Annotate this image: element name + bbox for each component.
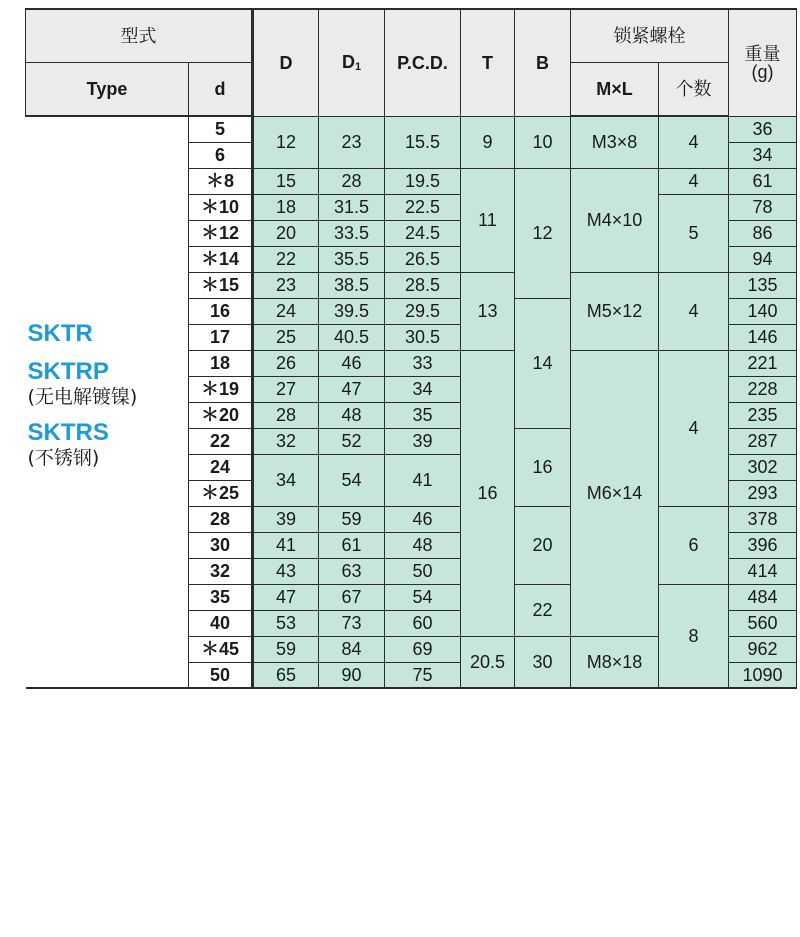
d-cell: ＊20 (189, 402, 253, 428)
d-cell: ＊25 (189, 480, 253, 506)
pcd-cell: 22.5 (385, 194, 461, 220)
pcd-header: P.C.D. (385, 9, 461, 116)
D-cell: 65 (253, 662, 319, 688)
count-cell: 4 (659, 350, 729, 506)
D1-cell: 31.5 (319, 194, 385, 220)
D1-cell: 63 (319, 558, 385, 584)
count-cell: 4 (659, 116, 729, 168)
pcd-cell: 19.5 (385, 168, 461, 194)
T-cell: 20.5 (461, 636, 515, 688)
d-cell: 24 (189, 454, 253, 480)
d-cell: 32 (189, 558, 253, 584)
D1-cell: 54 (319, 454, 385, 506)
B-cell: 30 (515, 636, 571, 688)
weight-cell: 146 (729, 324, 797, 350)
d-cell: 40 (189, 610, 253, 636)
B-cell: 22 (515, 584, 571, 636)
mxl-cell: M4×10 (571, 168, 659, 272)
type-cell (26, 116, 189, 688)
D1-cell: 33.5 (319, 220, 385, 246)
weight-cell: 235 (729, 402, 797, 428)
count-header: 个数 (659, 62, 729, 116)
D-cell: 15 (253, 168, 319, 194)
T-cell: 9 (461, 116, 515, 168)
D-cell: 20 (253, 220, 319, 246)
d-cell: 35 (189, 584, 253, 610)
weight-cell: 414 (729, 558, 797, 584)
weight-cell: 396 (729, 532, 797, 558)
D-cell: 59 (253, 636, 319, 662)
pcd-cell: 26.5 (385, 246, 461, 272)
count-cell: 8 (659, 584, 729, 688)
pcd-cell: 35 (385, 402, 461, 428)
spec-table (25, 8, 797, 689)
d-cell: ＊15 (189, 272, 253, 298)
weight-cell: 94 (729, 246, 797, 272)
pcd-cell: 41 (385, 454, 461, 506)
D1-cell: 59 (319, 506, 385, 532)
D-cell: 43 (253, 558, 319, 584)
T-cell: 16 (461, 350, 515, 636)
B-cell: 20 (515, 506, 571, 584)
weight-cell: 78 (729, 194, 797, 220)
D-cell: 34 (253, 454, 319, 506)
d-cell: 22 (189, 428, 253, 454)
weight-cell: 378 (729, 506, 797, 532)
d-cell: 18 (189, 350, 253, 376)
mxl-cell: M5×12 (571, 272, 659, 350)
D1-cell: 39.5 (319, 298, 385, 324)
pcd-cell: 54 (385, 584, 461, 610)
type-note: (无电解镀镍) (27, 386, 138, 408)
D1-cell: 73 (319, 610, 385, 636)
B-cell: 16 (515, 428, 571, 506)
weight-cell: 61 (729, 168, 797, 194)
d-cell: 6 (189, 142, 253, 168)
D1-cell: 48 (319, 402, 385, 428)
D1-cell: 28 (319, 168, 385, 194)
D-cell: 47 (253, 584, 319, 610)
mxl-cell: M6×14 (571, 350, 659, 636)
weight-cell: 302 (729, 454, 797, 480)
pcd-cell: 48 (385, 532, 461, 558)
weight-cell: 135 (729, 272, 797, 298)
B-header: B (515, 9, 571, 116)
d-cell: 5 (189, 116, 253, 142)
D-cell: 53 (253, 610, 319, 636)
D-cell: 22 (253, 246, 319, 272)
D1-cell: 38.5 (319, 272, 385, 298)
weight-cell: 560 (729, 610, 797, 636)
weight-cell: 1090 (729, 662, 797, 688)
D-cell: 12 (253, 116, 319, 168)
D-cell: 41 (253, 532, 319, 558)
type-group (28, 322, 189, 346)
type-name: SKTR (27, 320, 93, 347)
pcd-cell: 60 (385, 610, 461, 636)
d-cell: ＊8 (189, 168, 253, 194)
D-header: D (253, 9, 319, 116)
D-cell: 27 (253, 376, 319, 402)
pcd-cell: 34 (385, 376, 461, 402)
d-cell: 50 (189, 662, 253, 688)
weight-cell: 221 (729, 350, 797, 376)
D1-cell: 47 (319, 376, 385, 402)
pcd-cell: 39 (385, 428, 461, 454)
d-cell: 30 (189, 532, 253, 558)
D-cell: 28 (253, 402, 319, 428)
D-cell: 32 (253, 428, 319, 454)
weight-header: 重量 (g) (729, 9, 797, 116)
count-cell: 5 (659, 194, 729, 272)
D-cell: 24 (253, 298, 319, 324)
mxl-cell: M3×8 (571, 116, 659, 168)
type-group (28, 360, 189, 407)
d-cell: ＊19 (189, 376, 253, 402)
d-cell: 17 (189, 324, 253, 350)
pcd-cell: 33 (385, 350, 461, 376)
pcd-cell: 50 (385, 558, 461, 584)
D1-cell: 67 (319, 584, 385, 610)
pcd-cell: 69 (385, 636, 461, 662)
D-cell: 25 (253, 324, 319, 350)
pcd-cell: 29.5 (385, 298, 461, 324)
D-cell: 39 (253, 506, 319, 532)
pcd-cell: 46 (385, 506, 461, 532)
B-cell: 10 (515, 116, 571, 168)
weight-cell: 962 (729, 636, 797, 662)
d-cell: ＊14 (189, 246, 253, 272)
weight-cell: 228 (729, 376, 797, 402)
D1-cell: 46 (319, 350, 385, 376)
count-cell: 6 (659, 506, 729, 584)
D-cell: 26 (253, 350, 319, 376)
d-cell: ＊45 (189, 636, 253, 662)
weight-cell: 484 (729, 584, 797, 610)
D1-cell: 90 (319, 662, 385, 688)
mxl-header: M×L (571, 62, 659, 116)
D-cell: 18 (253, 194, 319, 220)
D1-header: D1 (319, 9, 385, 116)
table-row (26, 116, 797, 142)
D1-cell: 52 (319, 428, 385, 454)
weight-cell: 86 (729, 220, 797, 246)
type-group (28, 421, 189, 468)
mxl-cell: M8×18 (571, 636, 659, 688)
d-cell: 16 (189, 298, 253, 324)
screw-group-header: 锁紧螺栓 (571, 9, 729, 62)
weight-cell: 36 (729, 116, 797, 142)
type-header: Type (26, 62, 189, 116)
weight-cell: 293 (729, 480, 797, 506)
D1-cell: 61 (319, 532, 385, 558)
type-name: SKTRP (27, 358, 109, 385)
T-cell: 13 (461, 272, 515, 350)
pcd-cell: 75 (385, 662, 461, 688)
count-cell: 4 (659, 272, 729, 350)
pcd-cell: 15.5 (385, 116, 461, 168)
D1-cell: 40.5 (319, 324, 385, 350)
pcd-cell: 30.5 (385, 324, 461, 350)
B-cell: 12 (515, 168, 571, 298)
count-cell: 4 (659, 168, 729, 194)
d-cell: ＊12 (189, 220, 253, 246)
d-header: d (189, 62, 253, 116)
d-cell: ＊10 (189, 194, 253, 220)
weight-cell: 287 (729, 428, 797, 454)
T-header: T (461, 9, 515, 116)
D1-cell: 23 (319, 116, 385, 168)
weight-cell: 140 (729, 298, 797, 324)
weight-cell: 34 (729, 142, 797, 168)
D1-cell: 84 (319, 636, 385, 662)
type-name: SKTRS (27, 419, 109, 446)
D-cell: 23 (253, 272, 319, 298)
T-cell: 11 (461, 168, 515, 272)
type-note: (不锈钢) (27, 447, 100, 469)
d-cell: 28 (189, 506, 253, 532)
D1-cell: 35.5 (319, 246, 385, 272)
pcd-cell: 28.5 (385, 272, 461, 298)
B-cell: 14 (515, 298, 571, 428)
pcd-cell: 24.5 (385, 220, 461, 246)
type-group-header: 型式 (26, 9, 253, 62)
